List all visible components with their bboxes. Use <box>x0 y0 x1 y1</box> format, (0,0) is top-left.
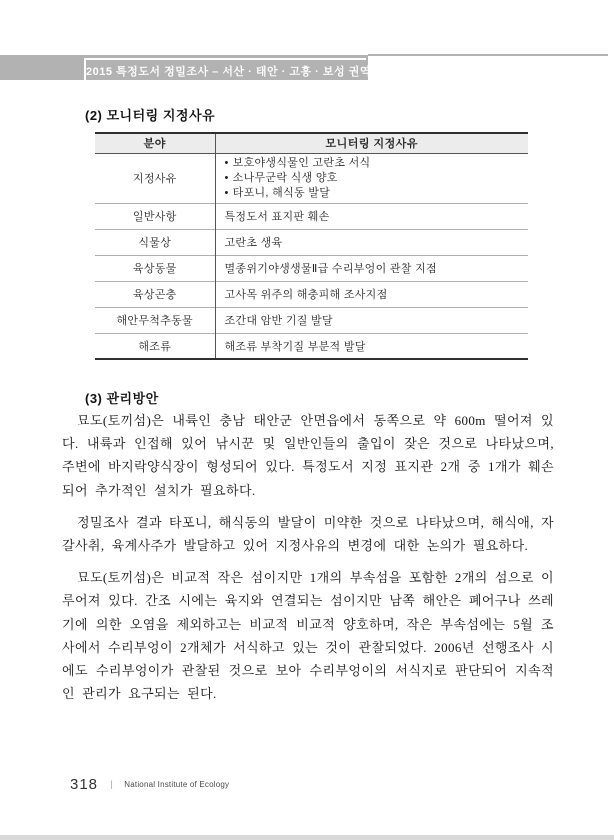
row-field: 해안무척추동물 <box>95 307 215 333</box>
paragraph: 묘도(토끼섬)은 내륙인 충남 태안군 안면읍에서 동쪽으로 약 600m 떨어져 있다. 내륙과 인접해 있어 낚시꾼 및 일반인들의 출입이 잦은 것으로 나타났으며, 주변에 바지락양식장이 형성되어 있다. 특정도서 지정 표지관 2개 중 1개가 훼손되어 추가적인 설치가 필요하다. <box>62 413 554 498</box>
row-field: 일반사항 <box>95 203 215 229</box>
row-reason: 해조류 부착기질 부분적 발달 <box>215 333 528 359</box>
bullet-item <box>225 186 529 201</box>
footer-organization: National Institute of Ecology <box>124 780 230 789</box>
bullet-icon: • <box>224 156 229 169</box>
row-reason: 조간대 암반 기질 발달 <box>215 307 528 333</box>
column-header-reason: 모니터링 지정사유 <box>215 133 528 153</box>
bullet-text: 소나무군락 식생 양호 <box>232 171 338 184</box>
footer-divider: | <box>110 779 113 789</box>
report-header-title: 2015 특정도서 정밀조사 – 서산 · 태안 · 고흥 · 보성 권역 <box>84 58 366 80</box>
bullet-icon: • <box>224 186 229 199</box>
table-row <box>95 307 528 333</box>
monitoring-reason-table <box>95 132 528 360</box>
row-reason: 특정도서 표지판 훼손 <box>215 203 528 229</box>
paragraph: 묘도(토끼섬)은 비교적 작은 섬이지만 1개의 부속섬을 포함한 2개의 섬으로 이루어져 있다. 간조 시에는 육지와 연결되는 섬이지만 남쪽 해안은 폐어구나 쓰레기에 의한 오염을 제외하고는 비교적 비교적 양호하며, 작은 부속섬에는 5월 조사에서 수리부엉이 2개체가 서식하고 있는 것이 관찰되었다. 2006년 선행조사 시에도 수리부엉이가 관찰된 것으로 보아 수리부엉이의 서식지로 판단되어 지속적인 관리가 요구되는 된다. <box>62 570 554 702</box>
row-field: 식물상 <box>95 229 215 255</box>
page-footer <box>70 776 229 794</box>
row-field: 해조류 <box>95 333 215 359</box>
table-row <box>95 255 528 281</box>
row-field: 육상동물 <box>95 255 215 281</box>
table-header-row <box>95 133 528 153</box>
row-field: 육상곤충 <box>95 281 215 307</box>
row-reason: 고사목 위주의 해충피해 조사지점 <box>215 281 528 307</box>
table-row <box>95 229 528 255</box>
bullet-text: 보호야생식물인 고란초 서식 <box>232 156 371 169</box>
header-rule-line <box>368 54 608 56</box>
row-reason: 고란초 생육 <box>215 229 528 255</box>
report-header-banner <box>0 55 371 80</box>
table-row <box>95 153 528 203</box>
scan-edge-bottom <box>0 835 614 840</box>
row-reason: 멸종위기야생생물Ⅱ급 수리부엉이 관찰 지점 <box>215 255 528 281</box>
section3-heading: (3) 관리방안 <box>85 391 159 406</box>
column-header-field: 분야 <box>95 133 215 153</box>
paragraph: 정밀조사 결과 타포니, 해식동의 발달이 미약한 것으로 나타났으며, 해식애, 자갈사취, 육계사주가 발달하고 있어 지정사유의 변경에 대한 논의가 필요하다. <box>62 514 554 554</box>
management-plan-body <box>62 409 554 714</box>
row-field: 지정사유 <box>95 153 215 203</box>
bullet-text: 타포니, 해식동 발달 <box>232 186 331 199</box>
bullet-item <box>225 171 529 186</box>
table-row <box>95 281 528 307</box>
bullet-item <box>225 156 529 171</box>
row-reason-list <box>215 153 528 203</box>
table-row <box>95 203 528 229</box>
bullet-icon: • <box>224 171 229 184</box>
page-number: 318 <box>70 776 99 793</box>
table-row <box>95 333 528 359</box>
section2-heading: (2) 모니터링 지정사유 <box>85 108 216 123</box>
